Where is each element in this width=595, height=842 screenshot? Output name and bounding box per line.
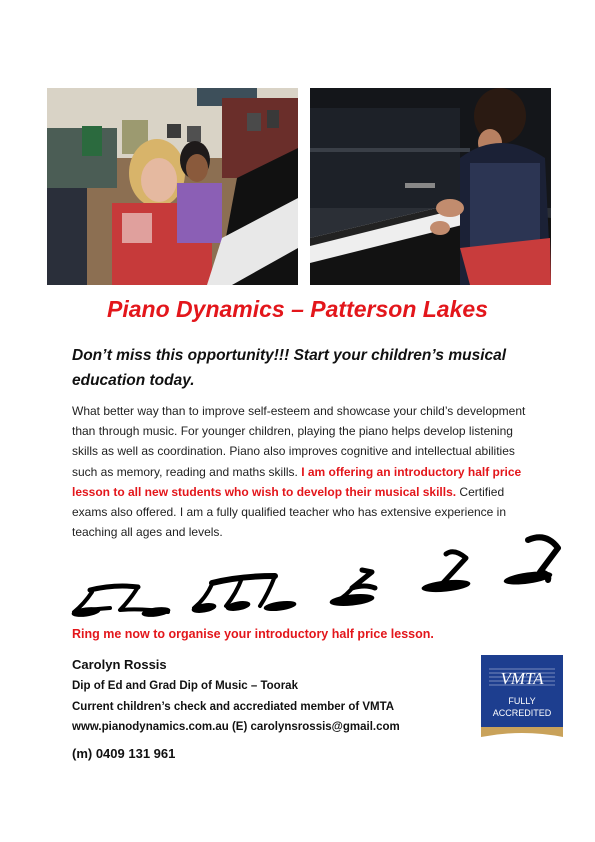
page-title: Piano Dynamics – Patterson Lakes xyxy=(107,296,488,322)
offer-text: I am offering an introductory half price lesson to all new students who wish to develop their musical skills. xyxy=(72,464,522,499)
qualification-text: Dip of Ed and Grad Dip of Music – Toorak xyxy=(72,680,298,692)
badge-line2: ACCREDITED xyxy=(492,708,552,718)
teacher-student-photo xyxy=(47,88,298,285)
eighth-note-icon xyxy=(330,570,375,607)
music-notes-decoration xyxy=(70,528,570,623)
beamed-triplet-icon xyxy=(191,576,296,614)
membership-text: Current children’s check and accrediated member of VMTA xyxy=(72,700,395,713)
boy-at-piano-photo xyxy=(310,88,551,285)
phone-number[interactable]: (m) 0409 131 961 xyxy=(72,746,176,761)
badge-line1: FULLY xyxy=(508,696,536,706)
beamed-notes-icon xyxy=(72,586,171,618)
description-text-continued: Certified exams also offered. I am a fully qualified teacher who has extensive experience in teaching all ages and levels. xyxy=(72,484,507,540)
eighth-note-icon xyxy=(504,537,558,586)
eighth-note-icon xyxy=(422,552,471,594)
description-text: What better way than to improve self-esteem and showcase your child’s development than through music. For younger children, playing the piano helps develop listening skills as well as coordination. Piano also improves cognitive and intellectual abilities such as memory, reading and maths skills. xyxy=(72,404,526,479)
website-email-text[interactable]: www.pianodynamics.com.au (E) carolynsrossis@gmail.com xyxy=(72,721,400,733)
vmta-logo-text: VMTA xyxy=(500,669,544,688)
description-paragraph xyxy=(72,401,540,542)
vmta-accreditation-badge xyxy=(481,655,563,737)
teacher-name: Carolyn Rossis xyxy=(72,657,167,672)
call-to-action: Ring me now to organise your introductory half price lesson. xyxy=(72,627,434,641)
headline: Don’t miss this opportunity!!! Start your children’s musical education today. xyxy=(72,347,507,389)
contact-block xyxy=(72,657,492,740)
